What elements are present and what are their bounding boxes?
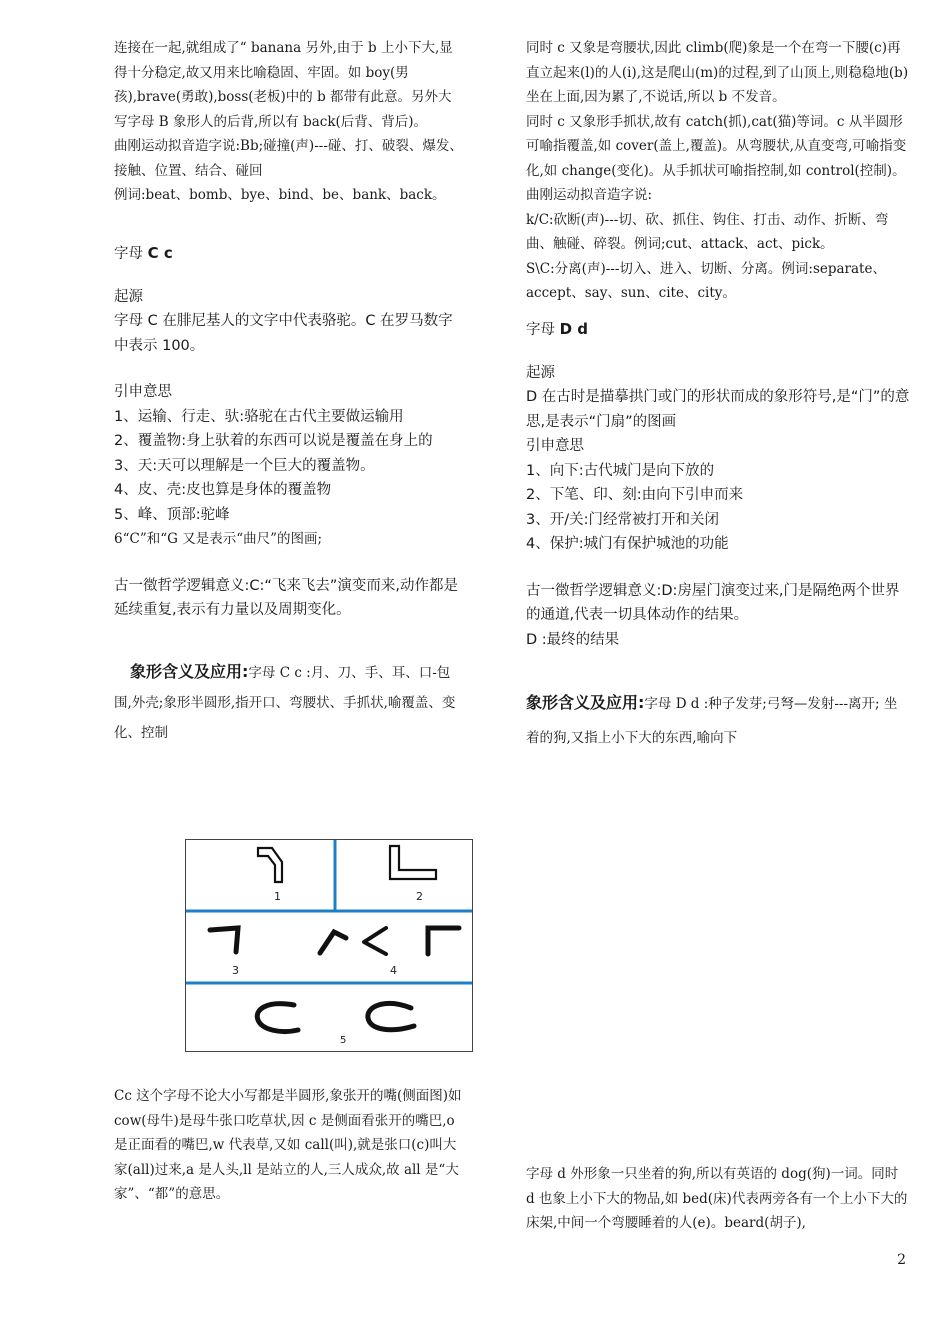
figure-label: 3 [232,964,239,977]
figure-label: 2 [416,890,423,903]
pictograph-figure [185,839,473,1052]
meaning-item: 3、天:天可以理解是一个巨大的覆盖物。 [114,457,375,474]
paragraph-b-meaning: 连接在一起,就组成了“ banana 另外,由于 b 上小下大,显得十分稳定,故又用来比喻稳固、牢固。如 boy(男孩),brave(勇敢),boss(老板)中的 b 都带有此意。另外大写字母 B 象形人的后背,所以有 back(后背、背后)。 [114,40,453,130]
pictograph-svg [186,840,472,1051]
origin-title: 起源 [114,288,143,305]
letter-d: D d [559,319,589,338]
right-column [526,36,910,755]
letter-c: C c [147,243,173,262]
meaning-item: 1、向下:古代城门是向下放的 [526,462,715,479]
philosophy-text: 古一徵哲学逻辑意义:D:房屋门演变过来,门是隔绝两个世界的通道,代表一切具体动作的结果。 [526,582,900,623]
glyph-5b-icon [368,1003,414,1029]
meaning-item: 2、下笔、印、刻:由向下引申而来 [526,487,744,503]
figure-label: 4 [390,964,397,977]
final-result: D :最终的结果 [526,631,620,648]
paragraph-c-catch: 同时 c 又象形手抓状,故有 catch(抓),cat(猫)等词。c 从半圆形可喻指覆盖,如 cover(盖上,覆盖)。从弯腰状,从直变弯,可喻指变化,如 change(变化)。从手抓状可喻指控制,如 control(控制)。 [526,113,907,179]
meaning-item: 4、皮、壳:皮也算是身体的覆盖物 [114,482,332,498]
paragraph-b-examples: 例词:beat、bomb、bye、bind、be、bank、back。 [114,187,446,203]
application-paragraph [526,686,910,755]
meaning-item: 3、开/关:门经常被打开和关闭 [526,511,719,528]
meaning-item: 4、保护:城门有保护城池的功能 [526,536,729,552]
glyph-4b-icon [364,928,386,954]
meaning-item: 5、峰、顶部:驼峰 [114,506,230,523]
philosophy-text: 古一徵哲学逻辑意义:C:“飞来飞去”演变而来,动作都是延续重复,表示有力量以及周期变化。 [114,577,459,618]
paragraph-d-dog: 字母 d 外形象一只坐着的狗,所以有英语的 dog(狗)一词。同时 d 也象上小下大的物品,如 bed(床)代表两旁各有一个上小下大的床架,中间一个弯腰睡着的人(e)。beard(胡子), [526,1166,908,1231]
letter-prefix: 字母 [526,321,555,338]
left-bottom [114,1084,464,1207]
meaning-item: 2、覆盖物:身上驮着的东西可以说是覆盖在身上的 [114,433,433,449]
glyph-3-icon [210,928,238,952]
paragraph-c-sound-s: S\C:分离(声)---切入、进入、切断、分离。例词:separate、accept、say、sun、cite、city。 [526,260,886,301]
application-text: 字母 D d :种子发芽;弓弩—发射---离开; 坐着的狗,又指上小下大的东西,喻向下 [526,696,898,746]
glyph-5a-icon [257,1004,298,1032]
meaning-item: 1、运输、行走、驮:骆驼在古代主要做运输用 [114,408,404,425]
left-column [114,36,464,748]
meaning-title: 引申意思 [526,438,584,454]
glyph-1-icon [258,848,282,882]
application-title: 象形含义及应用: [526,693,645,712]
paragraph-b-sound: 曲刚运动拟音造字说:Bb;碰撞(声)---碰、打、破裂、爆发、接触、位置、结合、碰回 [114,138,463,179]
paragraph-c-sound-k: k/C:砍断(声)---切、砍、抓住、钩住、打击、动作、折断、弯曲、触碰、碎裂。例词;cut、attack、act、pick。 [526,211,889,252]
application-paragraph [114,657,464,748]
figure-label: 5 [340,1035,347,1046]
letter-heading-d [526,318,910,339]
application-title: 象形含义及应用: [130,661,249,681]
right-bottom [526,1162,910,1236]
application-text: 字母 C c :月、刀、手、耳、口-包围,外壳;象形半圆形,指开口、弯腰状、手抓状,喻覆盖、变化、控制 [114,664,456,741]
meaning-title: 引申意思 [114,384,172,400]
glyph-4c-icon [428,928,459,954]
letter-prefix: 字母 [114,245,143,262]
origin-text: D 在古时是描摹拱门或门的形状而成的象形符号,是“门”的意思,是表示“门扇”的图画 [526,389,910,430]
origin-title: 起源 [526,364,555,381]
glyph-4a-icon [320,932,346,953]
letter-heading-c [114,242,464,263]
paragraph-c-climb: 同时 c 又象是弯腰状,因此 climb(爬)象是一个在弯一下腰(c)再直立起来(l)的人(i),这是爬山(m)的过程,到了山顶上,则稳稳地(b)坐在上面,因为累了,不说话,所以 b 不发音。 [526,40,909,105]
figure-label: 1 [274,890,281,903]
paragraph-cc-explain: Cc 这个字母不论大小写都是半圆形,象张开的嘴(侧面图)如 cow(母牛)是母牛张口吃草状,因 c 是侧面看张开的嘴巴,o 是正面看的嘴巴,w 代表草,又如 call(叫),就是张口(c)叫大家(all)过来,a 是人头,ll 是站立的人,三人成众,故 all 是“大家”、“都”的意思。 [114,1088,462,1202]
page-number: 2 [897,1252,906,1268]
glyph-2-icon [390,846,436,879]
paragraph-c-sound-title: 曲刚运动拟音造字说: [526,187,653,203]
origin-text: 字母 C 在腓尼基人的文字中代表骆驼。C 在罗马数字中表示 100。 [114,313,453,354]
meaning-item: 6“C”和“G 又是表示“曲尺”的图画; [114,531,323,547]
